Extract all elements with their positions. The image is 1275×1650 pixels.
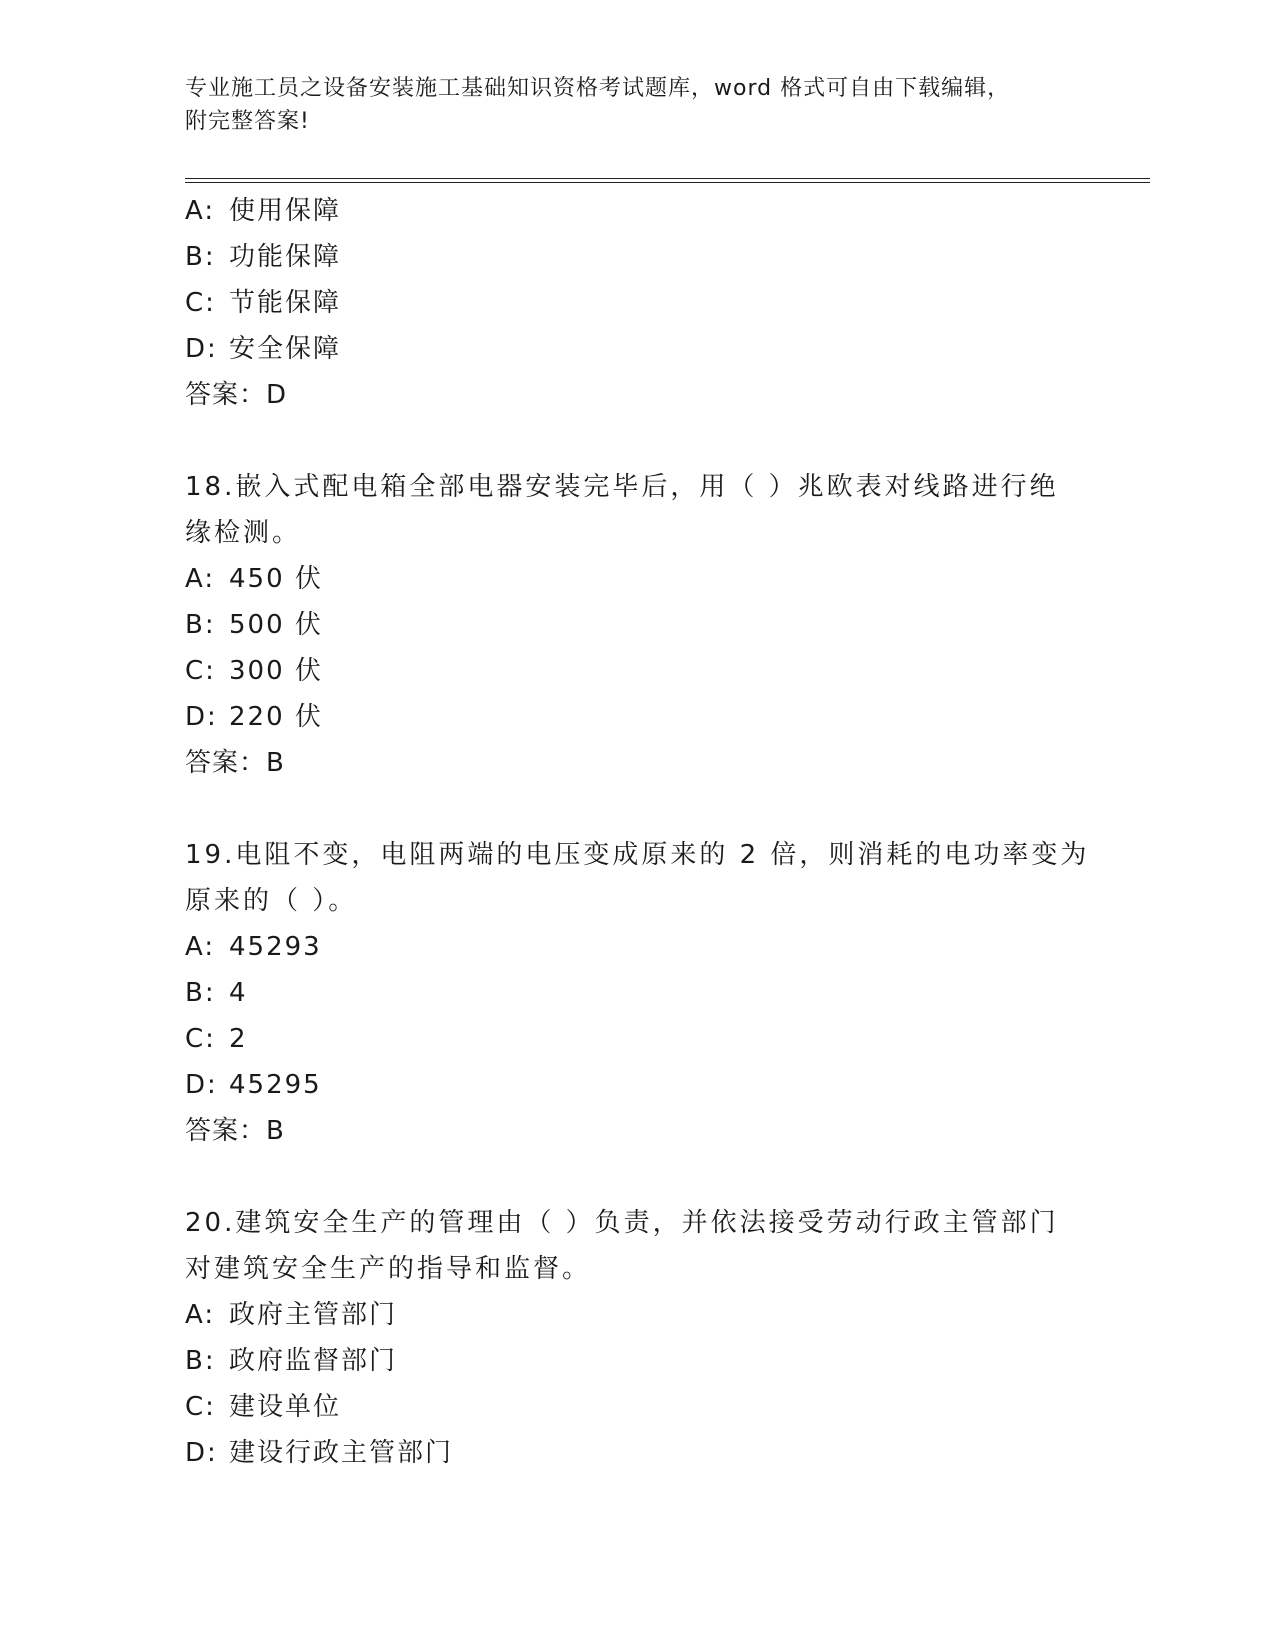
question-stem	[185, 832, 1090, 924]
header-title-line-2: 附完整答案!	[185, 109, 310, 134]
option-row	[185, 326, 1085, 372]
option-row	[185, 648, 1085, 694]
question-line: 对建筑安全生产的指导和监督。	[185, 1254, 592, 1284]
document-header	[185, 72, 1065, 138]
option-row	[185, 188, 1085, 234]
question-20	[185, 1200, 1085, 1476]
option-letter: A:	[185, 1300, 216, 1330]
option-row	[185, 602, 1085, 648]
option-text: 建设单位	[229, 1392, 342, 1422]
option-text: 建设行政主管部门	[229, 1438, 454, 1468]
option-row	[185, 970, 1085, 1016]
option-text: 45295	[229, 1070, 322, 1100]
question-content	[185, 188, 1090, 1476]
option-letter: D:	[185, 1438, 218, 1468]
option-letter: D:	[185, 1070, 218, 1100]
option-letter: B:	[185, 242, 216, 272]
option-letter: A:	[185, 564, 216, 594]
spacer	[185, 1154, 1085, 1200]
option-text: 450 伏	[229, 564, 323, 594]
option-row	[185, 924, 1085, 970]
option-letter: C:	[185, 656, 216, 686]
option-text: 节能保障	[229, 288, 342, 318]
option-row	[185, 234, 1085, 280]
question-line: 缘检测。	[185, 518, 302, 548]
question-line: 原来的（ ）。	[185, 886, 358, 916]
header-title-line-1: 专业施工员之设备安装施工基础知识资格考试题库，word 格式可自由下载编辑，	[185, 76, 1011, 101]
option-text: 45293	[229, 932, 322, 962]
option-text: 500 伏	[229, 610, 323, 640]
question-stem	[185, 1200, 1085, 1292]
answer-line: 答案：B	[185, 748, 285, 778]
spacer	[185, 418, 1085, 464]
option-letter: B:	[185, 978, 216, 1008]
option-row	[185, 1016, 1085, 1062]
question-line: 20.建筑安全生产的管理由（ ）负责，并依法接受劳动行政主管部门	[185, 1208, 1059, 1238]
option-text: 4	[229, 978, 248, 1008]
option-letter: B:	[185, 610, 216, 640]
option-text: 政府监督部门	[229, 1346, 398, 1376]
option-row	[185, 556, 1085, 602]
option-letter: A:	[185, 932, 216, 962]
option-text: 220 伏	[229, 702, 323, 732]
option-text: 安全保障	[229, 334, 342, 364]
answer-line: 答案：D	[185, 380, 288, 410]
option-row	[185, 1292, 1085, 1338]
option-text: 使用保障	[229, 196, 342, 226]
option-letter: C:	[185, 1392, 216, 1422]
header-double-rule	[185, 178, 1150, 183]
question-17-options	[185, 188, 1085, 418]
option-row	[185, 1384, 1085, 1430]
spacer	[185, 786, 1085, 832]
question-stem	[185, 464, 1085, 556]
option-letter: D:	[185, 334, 218, 364]
question-18	[185, 464, 1085, 786]
option-row	[185, 1338, 1085, 1384]
option-letter: B:	[185, 1346, 216, 1376]
question-line: 19.电阻不变，电阻两端的电压变成原来的 2 倍，则消耗的电功率变为	[185, 840, 1090, 870]
option-letter: D:	[185, 702, 218, 732]
option-text: 政府主管部门	[229, 1300, 398, 1330]
option-row	[185, 1430, 1085, 1476]
answer-line: 答案：B	[185, 1116, 285, 1146]
option-row	[185, 694, 1085, 740]
question-19	[185, 832, 1090, 1154]
option-letter: C:	[185, 1024, 216, 1054]
option-text: 300 伏	[229, 656, 323, 686]
question-line: 18.嵌入式配电箱全部电器安装完毕后，用（ ）兆欧表对线路进行绝	[185, 472, 1059, 502]
option-text: 功能保障	[229, 242, 342, 272]
option-text: 2	[229, 1024, 248, 1054]
option-letter: A:	[185, 196, 216, 226]
option-letter: C:	[185, 288, 216, 318]
option-row	[185, 1062, 1085, 1108]
option-row	[185, 280, 1085, 326]
